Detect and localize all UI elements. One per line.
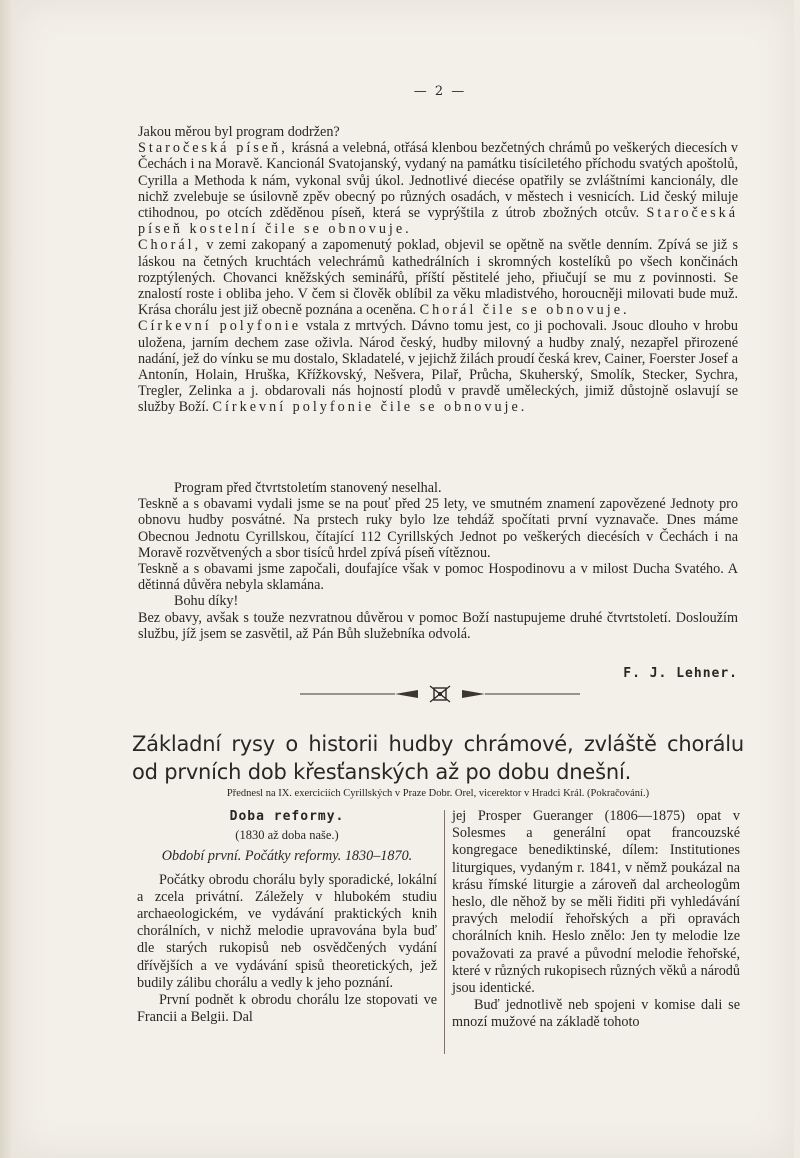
paragraph-choral bbox=[138, 237, 738, 318]
paragraph-body: v zemi zakopaný a zapomenutý poklad, objevil se opětně na světle denním. Zpívá se již s láskou na četných kruchtách velechrámů kathedrálních i skromných kostelíků po všech končinách rozptýlených. Chovanci kněžských seminářů, příští pěstitelé jeho, přiučují se mu z povinnosti. Se znalostí roste i obliba jeho. V čem si člověk oblíbil za věku mladistvého, horoucněji milovati bude muž. Krása chorálu jest již obecně poznána a oceněna. bbox=[138, 237, 738, 319]
ornament-divider-icon bbox=[300, 683, 580, 705]
article-byline: Přednesl na IX. exerciciích Cyrillských v Praze Dobr. Orel, vicerektor v Hradci Král. (Pokračování.) bbox=[226, 788, 650, 799]
section-subheading: (1830 až doba naše.) bbox=[235, 828, 339, 843]
paragraph-program: Program před čtvrtstoletím stanovený neselhal. bbox=[174, 480, 442, 496]
paragraph-teskne-2: Teskně a s obavami jsme započali, doufajíce však v pomoc Hospodinovu a v milost Ducha Svatého. A dětinná důvěra nebyla sklamána. bbox=[138, 561, 738, 594]
paragraph-bez-obavy: Bez obavy, avšak s touže nezvratnou důvěrou v pomoc Boží nastupujeme druhé čtvrtstoletí. Dosloužím službu, jíž jsem se zasvětil, až Pán Bůh služebníka odvolá. bbox=[138, 609, 738, 642]
emphasis-tail: Církevní polyfonie čile se obnovuje. bbox=[212, 399, 528, 416]
left-paragraph-2: První podnět k obrodu chorálu lze stopovati ve Francii a Belgii. Dal bbox=[137, 992, 437, 1026]
section-period: Období první. Počátky reformy. 1830–1870. bbox=[161, 848, 413, 865]
article-title: Základní rysy o historii hudby chrámové, zvláště chorálu od prvních dob křesťanských až po dobu dnešní. bbox=[132, 732, 744, 784]
page-edge bbox=[0, 0, 14, 1158]
emphasis-lead: Chorál, bbox=[138, 237, 202, 254]
left-paragraph-1: Počátky obrodu chorálu byly sporadické, lokální a zcela privátní. Záležely v hlubokém studiu archaeologickém, ve vydávání praktických knih chorálních, v nichž melodie upravována byla buď dle starých rukopisů neb osvědčených vydání dřívějších a ve vydávání spisů theoretických, jež budily zálibu chorálu a vedly k jeho poznání. bbox=[137, 871, 437, 991]
page-number: — 2 — bbox=[413, 84, 467, 99]
paragraph-body: krásná a velebná, otřásá klenbou bezčetných chrámů po veškerých diecesích v Čechách i na Moravě. Kancionál Svatojanský, vydaný na památku tisíciletého příchodu svatých apoštolů, Cyrilla a Methoda k nám, vykonal svůj úkol. Jednotlivé diecése opatřily se zvláštními kancionály, dle nichž zvelebuje se úsilovně zpěv obecný po různých osadách, v městech i vesnicích. Lid český miluje ctihodnou, po otcích zděděnou píseň, která se vyprýštila z útrob zbožných otcův. bbox=[138, 140, 738, 222]
right-paragraph-1: jej Prosper Gueranger (1806—1875) opat v Solesmes a generální opat francouzské kongregace benediktinské, dílem: Institutiones liturgiques, vydaným r. 1841, v němž poukázal na krásu římské liturgie a zároveň dal archeologům heslo, dle něhož by se měli řiditi při vyhledávání pravých melodií řehořských a při opravách chorálních knih. Heslo znělo: Jen ty melodie lze považovati za pravé a původní melodie řehořské, které v různých rukopisech různých věků a národů jsou identické. bbox=[452, 808, 740, 997]
paragraph-staroceska bbox=[138, 140, 738, 237]
left-column bbox=[137, 808, 437, 1026]
column-divider bbox=[444, 810, 445, 1054]
section-heading: Doba reformy. bbox=[229, 809, 345, 824]
emphasis-tail: Staročeská píseň kostelní čile se obnovuje. bbox=[138, 205, 738, 238]
emphasis-tail: Chorál čile se obnovuje. bbox=[419, 302, 630, 319]
emphasis-lead: Staročeská píseň, bbox=[138, 140, 288, 157]
author-signature: F. J. Lehner. bbox=[623, 666, 738, 681]
paragraph-teskne-1: Teskně a s obavami vydali jsme se na pouť před 25 lety, ve smutném znamení zapovězené Jednoty pro obnovu hudby posvátné. Na prstech ruky bylo lze tehdáž spočítati první vyznavače. Dnes máme Obecnou Jednotu Cyrillskou, čítající 112 Cyrillských Jednot po veškerých diecésích v Čechách i na Moravě rozvětvených a sbor tisíců hrdel zpívá píseň vítěznou. bbox=[138, 496, 738, 561]
right-paragraph-2: Buď jednotlivě neb spojeni v komise dali se mnozí mužové na základě tohoto bbox=[452, 997, 740, 1031]
right-column bbox=[452, 808, 740, 1032]
paragraph-polyfonie bbox=[138, 318, 738, 415]
paragraph-bohu-diky: Bohu díky! bbox=[174, 593, 239, 610]
middle-text-block bbox=[138, 480, 738, 642]
paragraph-question: Jakou měrou byl program dodržen? bbox=[138, 124, 340, 140]
paragraph-body: vstala z mrtvých. Dávno tomu jest, co ji pochovali. Jsouc dlouho v hrobu uložena, jarním dechem zase oživla. Národ český, hudby milovný a hudby znalý, nezapřel přirozené nadání, jež do vínku se mu dostalo, Skladatelé, v jejichž žilách proudí česká krev, Cainer, Foerster Josef a Antonín, Holain, Hruška, Křížkovský, Nešvera, Pilař, Průcha, Skuherský, Smolík, Stecker, Sychra, Tregler, Zelinka a j. obdarovali nás hojností plodů v pravdě uměleckých, jimiž důstojně oslavují se služby Boží. bbox=[138, 318, 738, 416]
top-text-block bbox=[138, 124, 738, 416]
emphasis-lead: Církevní polyfonie bbox=[138, 318, 301, 335]
